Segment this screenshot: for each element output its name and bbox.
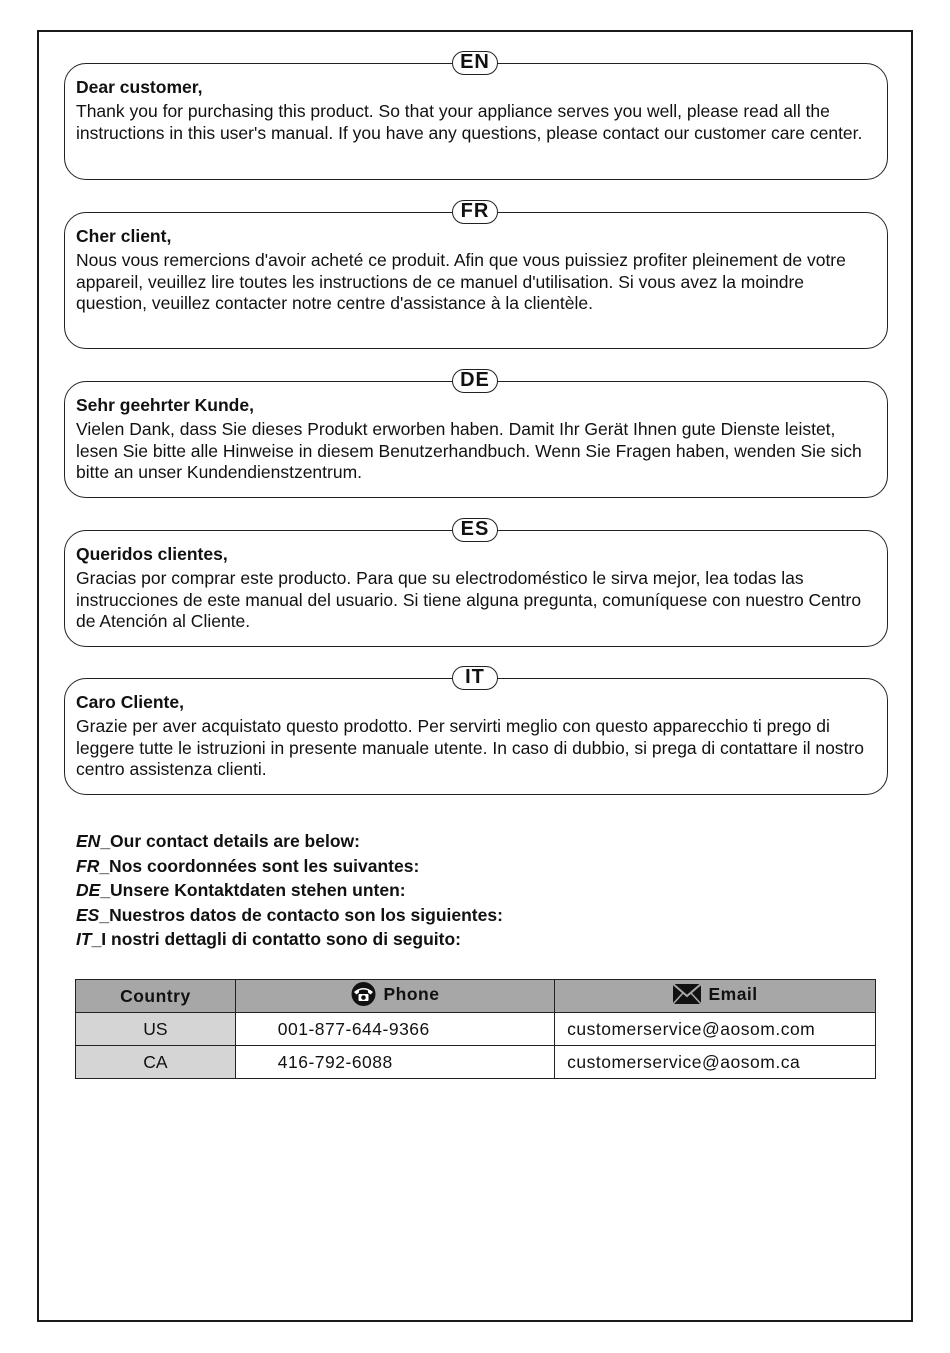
cell-country: CA — [76, 1046, 236, 1079]
greeting-de: Sehr geehrter Kunde, — [76, 395, 254, 415]
language-tag-fr: FR — [452, 200, 498, 224]
greeting-fr: Cher client, — [76, 226, 172, 246]
contact-line-en — [76, 829, 503, 854]
contact-line-de — [76, 878, 503, 903]
language-tag-es: ES — [452, 518, 498, 542]
body-text-de: Vielen Dank, dass Sie dieses Produkt erworben haben. Damit Ihr Gerät Ihnen gute Dienste leistet, lesen Sie bitte alle Hinweise in diesem Benutzerhandbuch. Wenn Sie Fragen haben, wenden Sie sich bitte an unser Kundendienstzentrum. — [76, 419, 862, 482]
contact-line-fr — [76, 854, 503, 879]
header-country: Country — [76, 980, 236, 1013]
greeting-es: Queridos clientes, — [76, 544, 228, 564]
body-text-es: Gracias por comprar este producto. Para que su electrodoméstico le sirva mejor, lea todas las instrucciones de este manual del usuario. Si tiene alguna pregunta, comuníquese con nuestro Centro de Atención al Cliente. — [76, 568, 862, 631]
greeting-it: Caro Cliente, — [76, 692, 184, 712]
contact-text-en: _Our contact details are below: — [100, 831, 360, 851]
header-email-label: Email — [708, 983, 758, 1004]
header-phone — [235, 980, 554, 1013]
body-text-it: Grazie per aver acquistato questo prodotto. Per servirti meglio con questo apparecchio ti prego di leggere tutte le istruzioni in presente manuale utente. In caso di dubbio, si prega di contattare il nostro centro assistenza clienti. — [76, 716, 864, 779]
contact-code-de: DE — [76, 880, 101, 900]
cell-phone: 416-792-6088 — [235, 1046, 554, 1079]
contact-code-fr: FR — [76, 855, 100, 876]
cell-phone: 001-877-644-9366 — [235, 1013, 554, 1046]
section-es — [64, 518, 888, 647]
contact-text-de: _Unsere Kontaktdaten stehen unten: — [100, 880, 406, 900]
header-phone-label: Phone — [383, 983, 440, 1004]
language-tag-de: DE — [452, 369, 498, 393]
section-en — [64, 51, 888, 180]
contact-code-en: EN — [76, 831, 101, 851]
contact-code-it: IT — [76, 929, 92, 949]
cell-email: customerservice@aosom.ca — [555, 1046, 876, 1079]
body-text-fr: Nous vous remercions d'avoir acheté ce produit. Afin que vous puissiez profiter pleinement de votre appareil, veuillez lire toutes les instructions de ce manuel d'utilisation. Si vous avez la moindre question, veuillez contacter notre centre d'assistance à la clientèle. — [76, 250, 846, 313]
section-de — [64, 369, 888, 498]
cell-country: US — [76, 1013, 236, 1046]
section-fr — [64, 200, 888, 349]
language-tag-en: EN — [452, 51, 498, 75]
table-header-row — [76, 980, 876, 1013]
table-row — [76, 1046, 876, 1079]
table-row — [76, 1013, 876, 1046]
contact-table — [75, 979, 876, 1079]
contact-intro — [76, 829, 503, 952]
section-it — [64, 666, 888, 795]
body-text-en: Thank you for purchasing this product. So that your appliance serves you well, please read all the instructions in this user's manual. If you have any questions, please contact our customer care center. — [76, 101, 863, 143]
language-tag-it: IT — [452, 666, 498, 690]
contact-text-fr: _Nos coordonnées sont les suivantes: — [99, 855, 420, 876]
contact-line-it — [76, 927, 503, 952]
cell-email: customerservice@aosom.com — [555, 1013, 876, 1046]
envelope-icon — [672, 982, 702, 1011]
contact-text-it: _I nostri dettagli di contatto sono di seguito: — [91, 929, 462, 949]
contact-line-es — [76, 903, 503, 928]
contact-text-es: _Nuestros datos de contacto son los siguientes: — [99, 904, 503, 925]
telephone-icon — [350, 982, 377, 1011]
greeting-en: Dear customer, — [76, 77, 203, 97]
contact-code-es: ES — [76, 904, 100, 925]
header-email — [555, 980, 876, 1013]
